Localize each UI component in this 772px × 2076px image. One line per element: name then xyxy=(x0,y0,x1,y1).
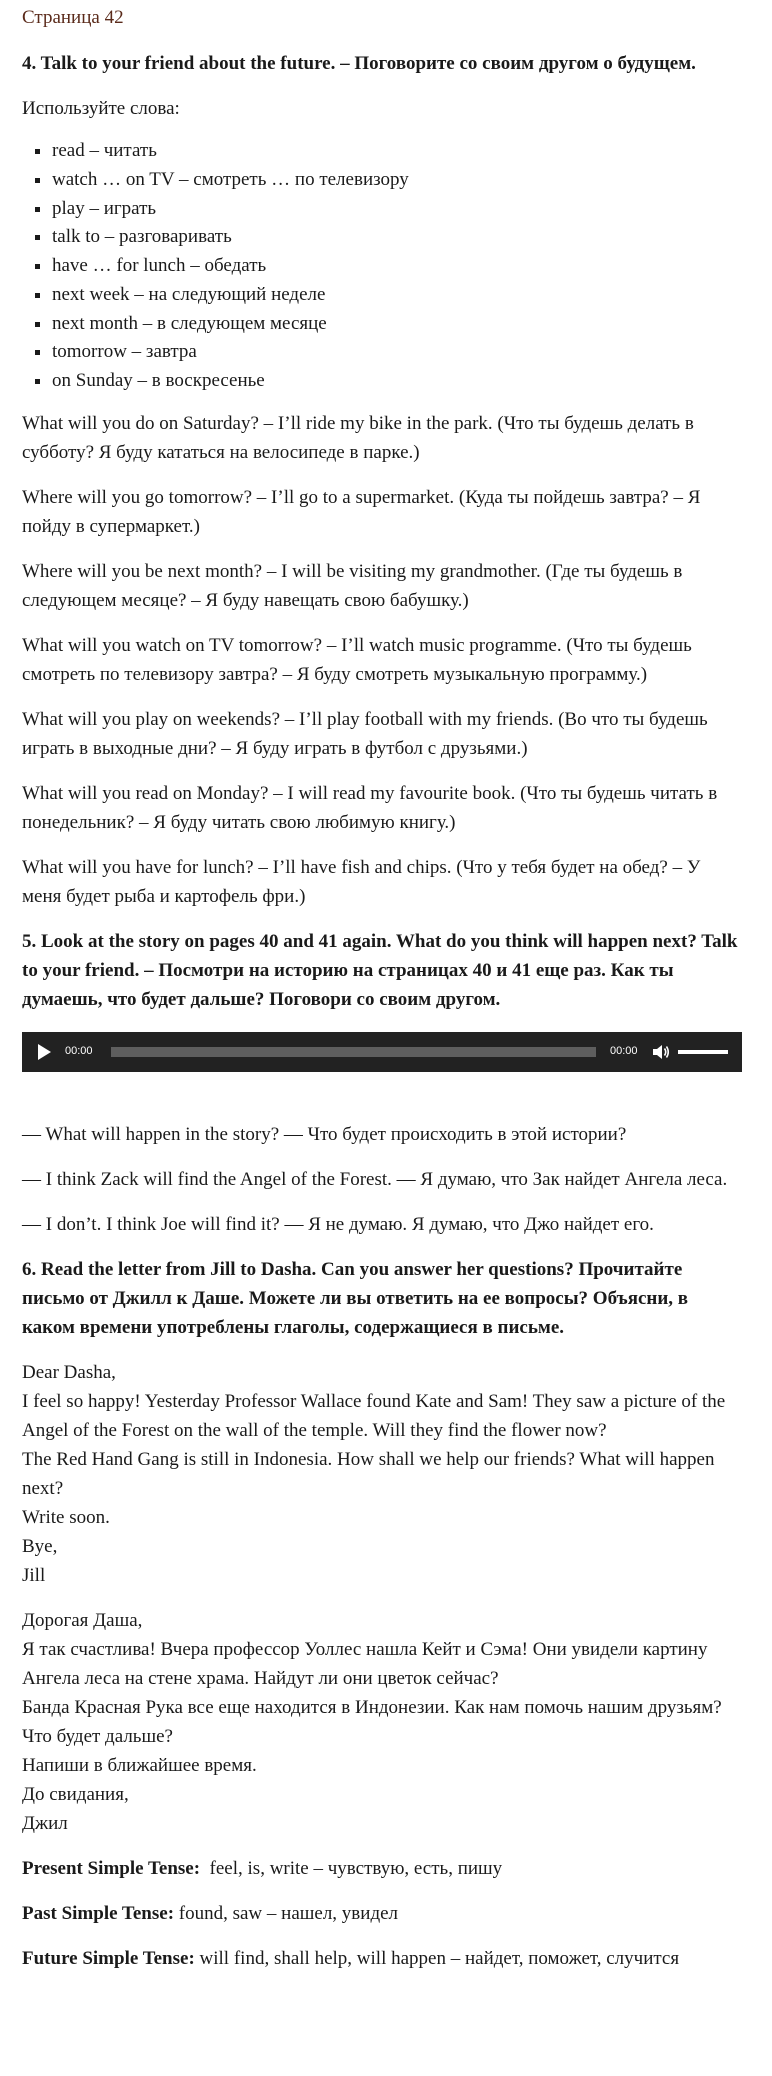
letter-line: I feel so happy! Yesterday Professor Wallace found Kate and Sam! They saw a picture of the Angel of the Forest on the wall of the temple. Will they find the flower now? xyxy=(22,1390,726,1441)
tense-verbs: feel, is, write – чувствую, есть, пишу xyxy=(200,1857,503,1879)
tense-label: Present Simple Tense: xyxy=(22,1857,201,1879)
duration-time: 00:00 xyxy=(610,1045,638,1058)
qa-paragraph: What will you do on Saturday? – I’ll ride my bike in the park. (Что ты будешь делать в субботу? Я буду кататься на велосипеде в парке.) xyxy=(22,412,694,463)
letter-line: Напиши в ближайшее время. xyxy=(22,1754,257,1776)
tense-verbs: found, saw – нашел, увидел xyxy=(174,1902,399,1924)
current-time: 00:00 xyxy=(65,1045,93,1058)
letter-line: До свидания, xyxy=(22,1783,129,1805)
tense-label: Past Simple Tense: xyxy=(22,1902,175,1924)
audio-progress-bar[interactable] xyxy=(111,1047,596,1057)
qa-paragraph: What will you watch on TV tomorrow? – I’ll watch music programme. (Что ты будешь смотреть по телевизору завтра? – Я буду смотреть музыкальную программу.) xyxy=(22,634,692,685)
qa-paragraph: What will you read on Monday? – I will read my favourite book. (Что ты будешь читать в понедельник? – Я буду читать свою любимую книгу.) xyxy=(22,782,718,833)
tense-verbs: will find, shall help, will happen – найдет, поможет, случится xyxy=(194,1947,680,1969)
letter-line: Write soon. xyxy=(22,1506,110,1528)
list-item: ▪ next month – в следующем месяце xyxy=(52,310,742,339)
audio-player xyxy=(22,1032,742,1072)
vocabulary-list xyxy=(22,137,742,396)
list-item: ▪ talk to – разговаривать xyxy=(52,223,742,252)
letter-line: Jill xyxy=(22,1564,46,1586)
letter-line: Банда Красная Рука все еще находится в Индонезии. Как нам помочь нашим друзьям? Что будет дальше? xyxy=(22,1696,722,1747)
page-number: Страница 42 xyxy=(22,7,124,28)
list-item: ▪ play – играть xyxy=(52,195,742,224)
letter-russian xyxy=(22,1606,742,1838)
qa-paragraph: What will you play on weekends? – I’ll play football with my friends. (Во что ты будешь играть в выходные дни? – Я буду играть в футбол с друзьями.) xyxy=(22,708,708,759)
list-item: ▪ tomorrow – завтра xyxy=(52,338,742,367)
letter-line: The Red Hand Gang is still in Indonesia. How shall we help our friends? What will happen next? xyxy=(22,1448,715,1499)
section-4-heading: 4. Talk to your friend about the future. – Поговорите со своим другом о будущем. xyxy=(22,53,696,74)
tense-line xyxy=(22,1899,742,1928)
list-item: ▪ next week – на следующий неделе xyxy=(52,281,742,310)
qa-paragraph: What will you have for lunch? – I’ll have fish and chips. (Что у тебя будет на обед? – У меня будет рыба и картофель фри.) xyxy=(22,856,701,907)
section-4-intro: Используйте слова: xyxy=(22,98,180,119)
dialogue-line: — I think Zack will find the Angel of the Forest. — Я думаю, что Зак найдет Ангела леса. xyxy=(22,1168,728,1190)
letter-line: Bye, xyxy=(22,1535,58,1557)
list-item: ▪ read – читать xyxy=(52,137,742,166)
qa-paragraph: Where will you be next month? – I will be visiting my grandmother. (Где ты будешь в следующем месяце? – Я буду навещать свою бабушку.) xyxy=(22,560,683,611)
volume-slider[interactable] xyxy=(678,1050,728,1054)
dialogue-line: — What will happen in the story? — Что будет происходить в этой истории? xyxy=(22,1123,627,1145)
letter-line: Dear Dasha, xyxy=(22,1361,116,1383)
tense-line xyxy=(22,1854,742,1883)
section-5-heading: 5. Look at the story on pages 40 and 41 again. What do you think will happen next? Talk to your friend. – Посмотри на историю на страницах 40 и 41 еще раз. Как ты думаешь, что будет дальше? Поговори со своим другом. xyxy=(22,930,738,1010)
volume-icon[interactable] xyxy=(652,1043,670,1061)
play-icon[interactable] xyxy=(38,1044,51,1060)
list-item: ▪ on Sunday – в воскресенье xyxy=(52,367,742,396)
letter-line: Джил xyxy=(22,1812,68,1834)
page-content xyxy=(0,5,772,1973)
section-6-heading: 6. Read the letter from Jill to Dasha. Can you answer her questions? Прочитайте письмо от Джилл к Даше. Можете ли вы ответить на ее вопросы? Объясни, в каком времени употреблены глаголы, содержащиеся в письме. xyxy=(22,1258,689,1338)
list-item: ▪ watch … on TV – смотреть … по телевизору xyxy=(52,166,742,195)
qa-paragraph: Where will you go tomorrow? – I’ll go to a supermarket. (Куда ты пойдешь завтра? – Я пойду в супермаркет.) xyxy=(22,486,701,537)
letter-line: Дорогая Даша, xyxy=(22,1609,143,1631)
list-item: ▪ have … for lunch – обедать xyxy=(52,252,742,281)
dialogue-line: — I don’t. I think Joe will find it? — Я не думаю. Я думаю, что Джо найдет его. xyxy=(22,1213,654,1235)
tense-line xyxy=(22,1944,742,1973)
letter-english xyxy=(22,1358,742,1590)
letter-line: Я так счастлива! Вчера профессор Уоллес нашла Кейт и Сэма! Они увидели картину Ангела леса на стене храма. Найдут ли они цветок сейчас? xyxy=(22,1638,708,1689)
tense-label: Future Simple Tense: xyxy=(22,1947,195,1969)
